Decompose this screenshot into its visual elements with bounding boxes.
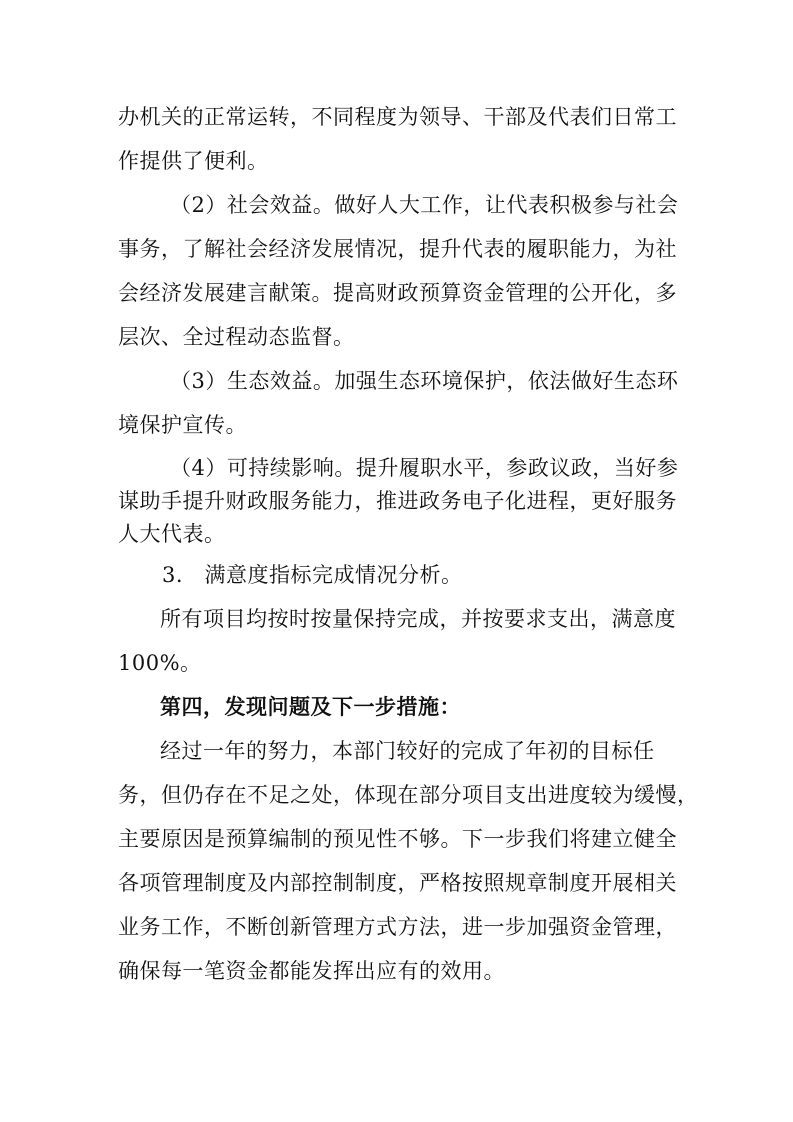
paragraph-line: 100%。: [118, 651, 202, 675]
paragraph-line: 办机关的正常运转，不同程度为领导、干部及代表们日常工: [118, 105, 677, 129]
paragraph-line: 谋助手提升财政服务能力，推进政务电子化进程，更好服务: [118, 489, 677, 513]
section-heading: 第四，发现问题及下一步措施：: [160, 694, 461, 719]
paragraph-line: 会经济发展建言献策。提高财政预算资金管理的公开化，多: [118, 281, 677, 305]
paragraph-line: 主要原因是预算编制的预见性不够。下一步我们将建立健全: [118, 827, 677, 851]
paragraph-line: 业务工作，不断创新管理方式方法，进一步加强资金管理，: [118, 915, 677, 939]
paragraph-line: 层次、全过程动态监督。: [118, 325, 355, 349]
paragraph-line: 各项管理制度及内部控制制度，严格按照规章制度开展相关: [118, 871, 677, 895]
paragraph-line: 确保每一笔资金都能发挥出应有的效用。: [118, 959, 505, 983]
paragraph-line: （4）可持续影响。提升履职水平，参政议政，当好参: [170, 456, 679, 480]
section-heading: 3. 满意度指标完成情况分析。: [162, 563, 463, 587]
paragraph-line: 务，但仍存在不足之处，体现在部分项目支出进度较为缓慢，: [118, 783, 699, 807]
paragraph-line: 事务，了解社会经济发展情况，提升代表的履职能力，为社: [118, 237, 677, 261]
paragraph-line: 作提供了便利。: [118, 149, 269, 173]
paragraph-line: （3）生态效益。加强生态环境保护，依法做好生态环: [170, 369, 679, 393]
paragraph-line: （2）社会效益。做好人大工作，让代表积极参与社会: [170, 193, 679, 217]
paragraph-line: 经过一年的努力，本部门较好的完成了年初的目标任: [160, 739, 655, 763]
paragraph-line: 人大代表。: [118, 522, 226, 546]
paragraph-line: 境保护宣传。: [118, 413, 247, 437]
paragraph-line: 所有项目均按时按量保持完成，并按要求支出，满意度: [160, 607, 676, 631]
